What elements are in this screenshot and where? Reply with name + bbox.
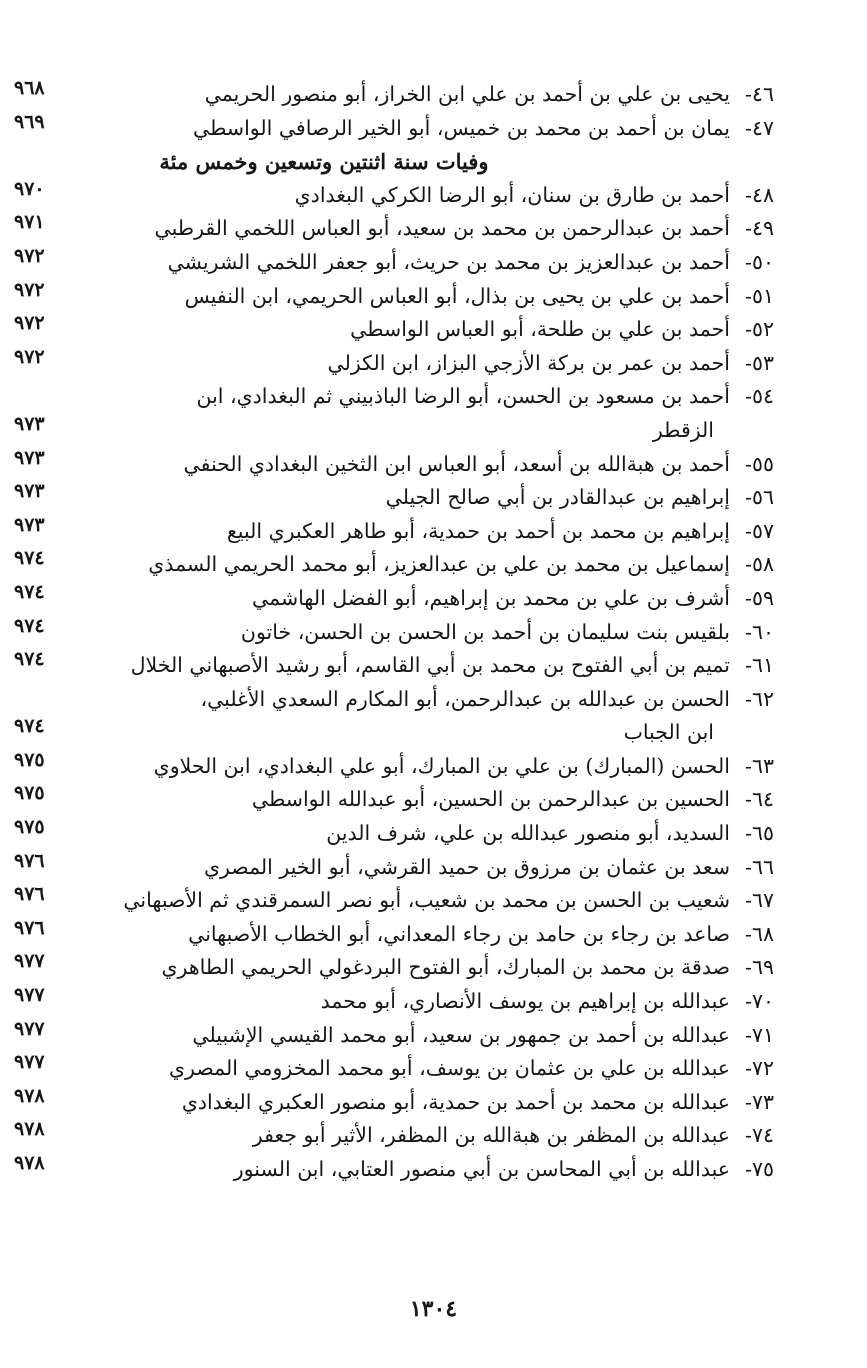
index-entry: [14, 179, 774, 213]
entry-number: ٧٣-: [745, 1089, 774, 1114]
entry-title: إبراهيم بن عبدالقادر بن أبي صالح الجيلي: [385, 485, 730, 510]
index-entry: [14, 347, 774, 381]
entry-number: ٥٤-: [745, 384, 774, 409]
entry-page-number: ٩٧٤: [14, 615, 45, 637]
entry-number: ٧٤-: [745, 1123, 774, 1148]
index-entry-continuation: [14, 414, 774, 448]
index-entry: [14, 380, 774, 414]
index-entry: [14, 1086, 774, 1120]
entry-title: عبدالله بن إبراهيم بن يوسف الأنصاري، أبو محمد: [320, 989, 730, 1014]
entry-title-continuation: الزقطر: [652, 417, 714, 442]
index-entry: [14, 884, 774, 918]
index-entry: [14, 313, 774, 347]
entry-number: ٦٨-: [745, 921, 774, 946]
entry-number: ٥٧-: [745, 518, 774, 543]
index-entry: [14, 548, 774, 582]
entry-number: ٥٥-: [745, 451, 774, 476]
entry-number: ٦٤-: [745, 787, 774, 812]
entry-title: أشرف بن علي بن محمد بن إبراهيم، أبو الفضل الهاشمي: [252, 585, 730, 610]
entry-title: عبدالله بن محمد بن أحمد بن حمدية، أبو منصور العكبري البغدادي: [181, 1089, 730, 1114]
entry-title: صدقة بن محمد بن المبارك، أبو الفتوح البردغولي الحريمي الطاهري: [161, 955, 730, 980]
entry-page-number: ٩٧٢: [14, 245, 45, 267]
entry-number: ٦٣-: [745, 753, 774, 778]
entry-page-number: ٩٦٩: [14, 111, 45, 133]
entry-page-number: ٩٧٧: [14, 1018, 45, 1040]
entry-title: أحمد بن عمر بن بركة الأزجي البزاز، ابن الكزلي: [327, 350, 730, 375]
entry-title: أحمد بن هبةالله بن أسعد، أبو العباس ابن الثخين البغدادي الحنفي: [183, 451, 730, 476]
index-entry: [14, 616, 774, 650]
entry-title: شعيب بن الحسن بن محمد بن شعيب، أبو نصر السمرقندي ثم الأصبهاني: [123, 888, 730, 913]
entry-title: أحمد بن مسعود بن الحسن، أبو الرضا الباذبيني ثم البغدادي، ابن: [196, 384, 730, 409]
entry-number: ٦٦-: [745, 854, 774, 879]
entry-page-number: ٩٧٢: [14, 346, 45, 368]
entry-number: ٤٩-: [745, 216, 774, 241]
entry-page-number: ٩٧٦: [14, 884, 45, 906]
entry-number: ٥٦-: [745, 485, 774, 510]
entry-title: يمان بن أحمد بن محمد بن خميس، أبو الخير الرصافي الواسطي: [193, 115, 730, 140]
entry-page-number: ٩٧٥: [14, 749, 45, 771]
entry-title: أحمد بن علي بن يحيى بن بذال، أبو العباس الحريمي، ابن النفيس: [184, 283, 730, 308]
index-entry: [14, 851, 774, 885]
entry-title: يحيى بن علي بن أحمد بن علي ابن الخراز، أبو منصور الحريمي: [204, 82, 730, 106]
index-entry: [14, 112, 774, 146]
entry-page-number: ٩٧٨: [14, 1153, 45, 1174]
entry-page-number: ٩٧٤: [14, 649, 45, 671]
index-entry: [14, 515, 774, 549]
entry-page-number: ٩٧٢: [14, 279, 45, 301]
entry-title: أحمد بن طارق بن سنان، أبو الرضا الكركي البغدادي: [294, 182, 730, 207]
entry-title: عبدالله بن المظفر بن هبةالله بن المظفر، الأثير أبو جعفر: [252, 1123, 730, 1148]
entry-page-number: ٩٧٥: [14, 817, 45, 839]
entry-title: السديد، أبو منصور عبدالله بن علي، شرف الدين: [326, 821, 730, 846]
entry-number: ٥٨-: [745, 552, 774, 577]
entry-number: ٦٢-: [745, 686, 774, 711]
entry-number: ٤٦-: [745, 82, 774, 106]
entry-page-number: ٩٧٦: [14, 917, 45, 939]
entry-page-number: ٩٧٨: [14, 1119, 45, 1141]
index-entry: [14, 1019, 774, 1053]
entry-title: الحسن (المبارك) بن علي بن المبارك، أبو علي البغدادي، ابن الحلاوي: [153, 753, 730, 778]
entry-page-number: ٩٧٤: [14, 548, 45, 570]
entry-list: [14, 78, 774, 1187]
entry-page-number: ٩٧٦: [14, 850, 45, 872]
index-entry: [14, 246, 774, 280]
entry-title: سعد بن عثمان بن مرزوق بن حميد القرشي، أبو الخير المصري: [203, 854, 730, 879]
entry-page-number: ٩٧٨: [14, 1085, 45, 1107]
entry-number: ٦١-: [745, 653, 774, 678]
entry-page-number: ٩٧٧: [14, 951, 45, 973]
entry-title: صاعد بن رجاء بن حامد بن رجاء المعداني، أبو الخطاب الأصبهاني: [188, 921, 730, 946]
entry-number: ٦٧-: [745, 888, 774, 913]
index-entry: [14, 683, 774, 717]
entry-number: ٤٨-: [745, 182, 774, 207]
index-entry: [14, 212, 774, 246]
page-number: ١٣٠٤: [409, 1296, 458, 1322]
index-entry: [14, 1153, 774, 1187]
index-entry: [14, 750, 774, 784]
entry-page-number: ٩٧٤: [14, 581, 45, 603]
entry-title: أحمد بن عبدالعزيز بن محمد بن حريث، أبو جعفر اللخمي الشريشي: [167, 249, 730, 274]
entry-title: بلقيس بنت سليمان بن أحمد بن الحسن بن الحسن، خاتون: [240, 619, 730, 644]
entry-page-number: ٩٧٧: [14, 985, 45, 1007]
entry-number: ٥٩-: [745, 585, 774, 610]
entry-page-number: ٩٧٣: [14, 481, 45, 503]
entry-number: ٧١-: [745, 1022, 774, 1047]
entry-title: أحمد بن عبدالرحمن بن محمد بن سعيد، أبو العباس اللخمي القرطبي: [154, 216, 730, 241]
index-entry: [14, 582, 774, 616]
entry-number: ٥٢-: [745, 317, 774, 342]
entry-title: الحسين بن عبدالرحمن بن الحسين، أبو عبدالله الواسطي: [251, 787, 730, 812]
index-entry: [14, 918, 774, 952]
index-entry: [14, 1052, 774, 1086]
index-entry: [14, 78, 774, 112]
index-entry: [14, 985, 774, 1019]
entry-page-number: ٩٧٤: [14, 716, 45, 738]
section-heading: وفيات سنة اثنتين وتسعين وخمس مئة: [159, 149, 489, 175]
entry-number: ٥٣-: [745, 350, 774, 375]
entry-title: إسماعيل بن محمد بن علي بن عبدالعزيز، أبو محمد الحريمي السمذي: [148, 552, 730, 577]
entry-page-number: ٩٧٢: [14, 313, 45, 335]
index-entry: [14, 448, 774, 482]
entry-title: الحسن بن عبدالله بن عبدالرحمن، أبو المكارم السعدي الأغلبي،: [200, 686, 730, 711]
entry-page-number: ٩٧٣: [14, 413, 45, 435]
entry-page-number: ٩٧٠: [14, 178, 45, 200]
entry-title: أحمد بن علي بن طلحة، أبو العباس الواسطي: [350, 317, 730, 342]
entry-page-number: ٩٧٧: [14, 1052, 45, 1074]
index-entry: [14, 817, 774, 851]
entry-page-number: ٩٧٣: [14, 447, 45, 469]
entry-title: عبدالله بن علي بن عثمان بن يوسف، أبو محمد المخزومي المصري: [168, 1056, 730, 1081]
entry-title: تميم بن أبي الفتوح بن محمد بن أبي القاسم، أبو رشيد الأصبهاني الخلال: [130, 653, 730, 678]
entry-title: إبراهيم بن محمد بن أحمد بن حمدية، أبو طاهر العكبري البيع: [226, 518, 730, 543]
entry-number: ٧٥-: [745, 1157, 774, 1181]
entry-number: ٦٠-: [745, 619, 774, 644]
entry-number: ٦٥-: [745, 821, 774, 846]
entry-number: ٦٩-: [745, 955, 774, 980]
entry-title-continuation: ابن الجباب: [623, 720, 714, 745]
index-entry: [14, 783, 774, 817]
entry-page-number: ٩٧١: [14, 212, 45, 234]
entry-page-number: ٩٦٨: [14, 78, 45, 99]
index-entry: [14, 649, 774, 683]
entry-title: عبدالله بن أبي المحاسن بن أبي منصور العتابي، ابن السنور: [233, 1157, 730, 1181]
index-entry: [14, 1119, 774, 1153]
entry-number: ٧٠-: [745, 989, 774, 1014]
index-entry-continuation: [14, 716, 774, 750]
entry-number: ٤٧-: [745, 115, 774, 140]
index-entry: [14, 280, 774, 314]
index-entry: [14, 951, 774, 985]
entry-number: ٥٠-: [745, 249, 774, 274]
entry-page-number: ٩٧٣: [14, 514, 45, 536]
entry-title: عبدالله بن أحمد بن جمهور بن سعيد، أبو محمد القيسي الإشبيلي: [192, 1022, 730, 1047]
entry-number: ٥١-: [745, 283, 774, 308]
index-entry: [14, 481, 774, 515]
entry-number: ٧٢-: [745, 1056, 774, 1081]
entry-page-number: ٩٧٥: [14, 783, 45, 805]
